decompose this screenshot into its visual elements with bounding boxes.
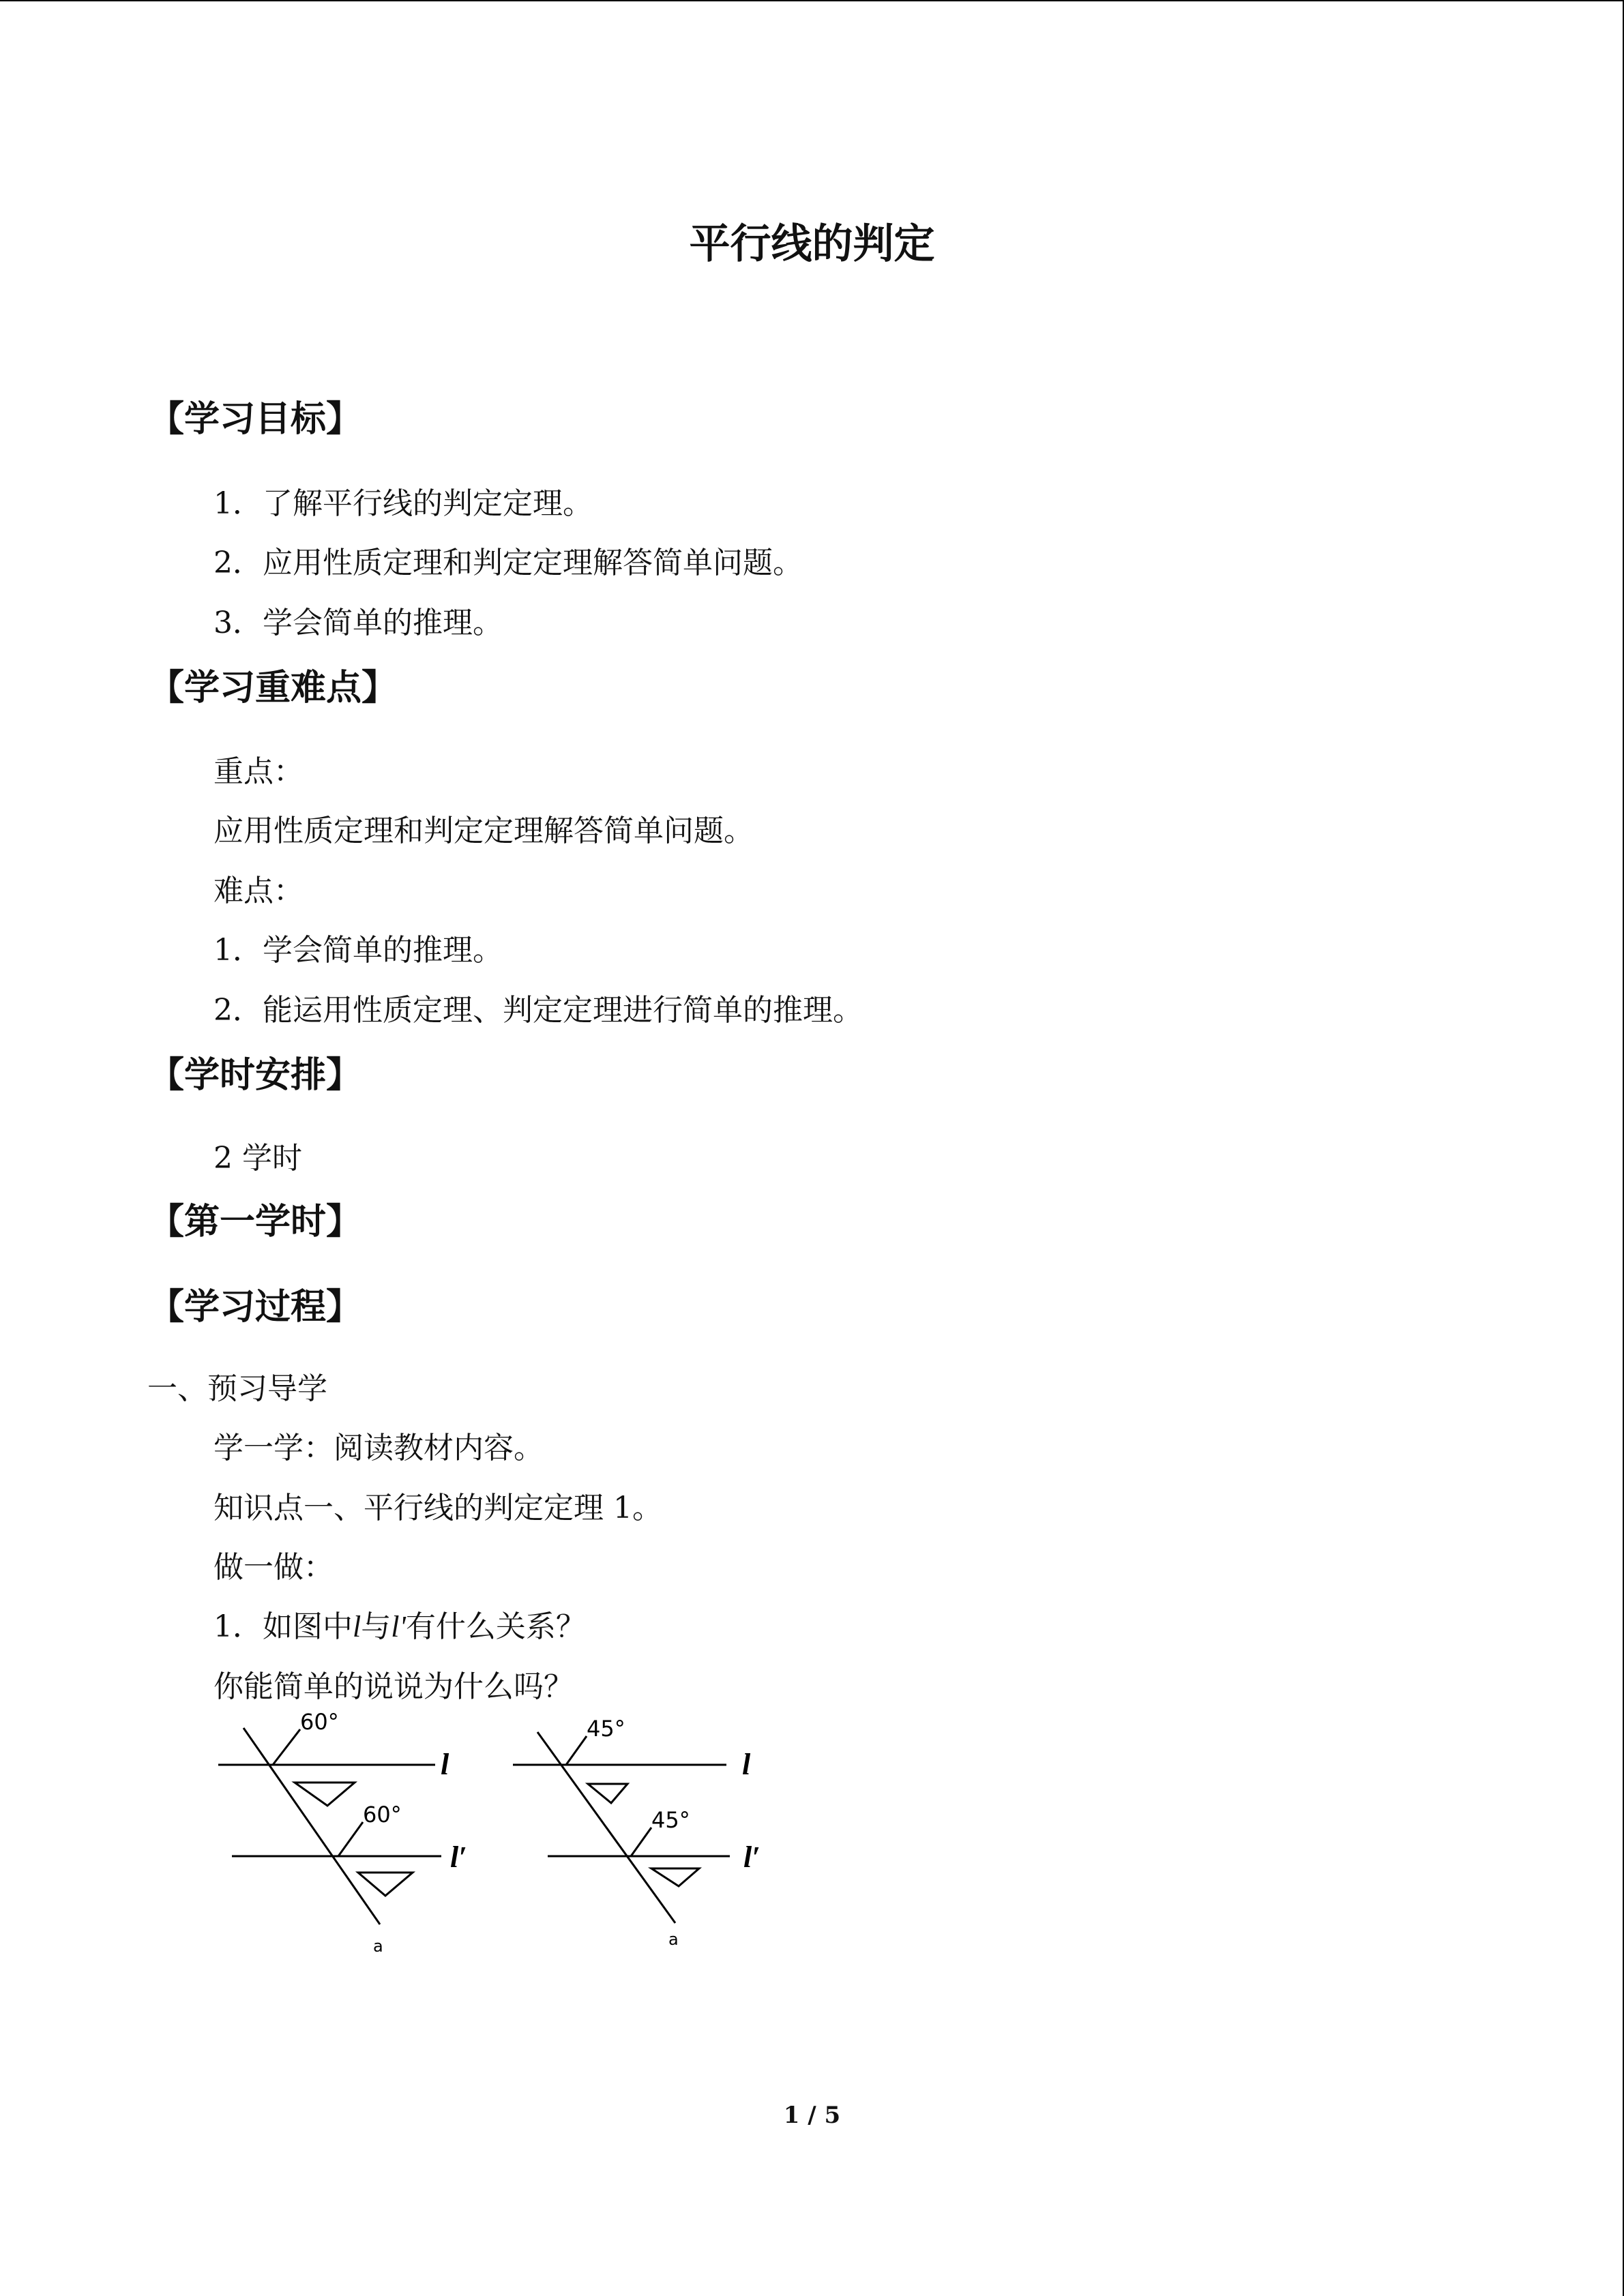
objective-item: 3．学会简单的推理。 [213,606,503,640]
right-transversal-label: a [668,1930,679,1949]
parallel-lines-figure [205,1706,805,1965]
difficulty-item: 1．学会简单的推理。 [213,933,503,968]
left-transversal-label: a [373,1937,383,1956]
left-angle-arrow-bottom [338,1822,363,1856]
focus-label: 重点： [213,754,304,789]
left-lprime-label: l′ [450,1840,467,1874]
left-set-square-top [295,1783,355,1806]
heading-key-points: 【学习重难点】 [149,668,398,709]
right-angle-arrow-top [566,1736,587,1765]
line-lprime-symbol: l' [391,1610,406,1643]
left-l-label: l [441,1748,449,1781]
right-angle-arrow-bottom [631,1828,651,1856]
left-angle-arrow-top [273,1729,300,1765]
line-l-symbol: l [353,1610,361,1643]
right-l-label: l [742,1748,751,1781]
left-set-square-bottom [358,1873,413,1896]
left-angle-bottom-label: 60° [363,1802,402,1828]
do-it-label: 做一做： [213,1550,334,1585]
question-1-line2: 你能简单的说说为什么吗？ [213,1669,574,1704]
question-1-prefix: 1．如图中 [213,1609,353,1644]
right-lprime-label: l′ [743,1840,761,1874]
heading-schedule: 【学时安排】 [149,1055,362,1096]
right-diagram [513,1732,730,1923]
heading-process: 【学习过程】 [149,1287,362,1328]
heading-first-period: 【第一学时】 [149,1202,362,1242]
question-1-suffix: 有什么关系？ [405,1609,586,1644]
focus-text: 应用性质定理和判定定理解答简单问题。 [213,814,754,848]
difficulty-item: 2．能运用性质定理、判定定理进行简单的推理。 [213,993,863,1028]
heading-objectives: 【学习目标】 [149,399,362,440]
left-angle-top-label: 60° [300,1709,339,1735]
right-angle-top-label: 45° [587,1716,625,1742]
right-set-square-top [588,1784,628,1803]
right-set-square-bottom [651,1868,699,1886]
left-diagram [218,1728,441,1924]
schedule-text: 2 学时 [213,1141,302,1176]
question-1-with: 与 [361,1609,392,1644]
learn-text: 学一学：阅读教材内容。 [213,1431,544,1465]
knowledge-text: 知识点一、平行线的判定定理 1。 [213,1491,662,1525]
part-title: 一、预习导学 [147,1371,327,1406]
difficulty-label: 难点： [213,874,304,908]
objective-item: 1．了解平行线的判定定理。 [213,486,593,521]
page-title: 平行线的判定 [689,220,935,268]
page-number: 1 / 5 [783,2102,841,2129]
question-1 [213,1602,586,1645]
right-angle-bottom-label: 45° [651,1807,690,1833]
objective-item: 2．应用性质定理和判定定理解答简单问题。 [213,546,803,580]
